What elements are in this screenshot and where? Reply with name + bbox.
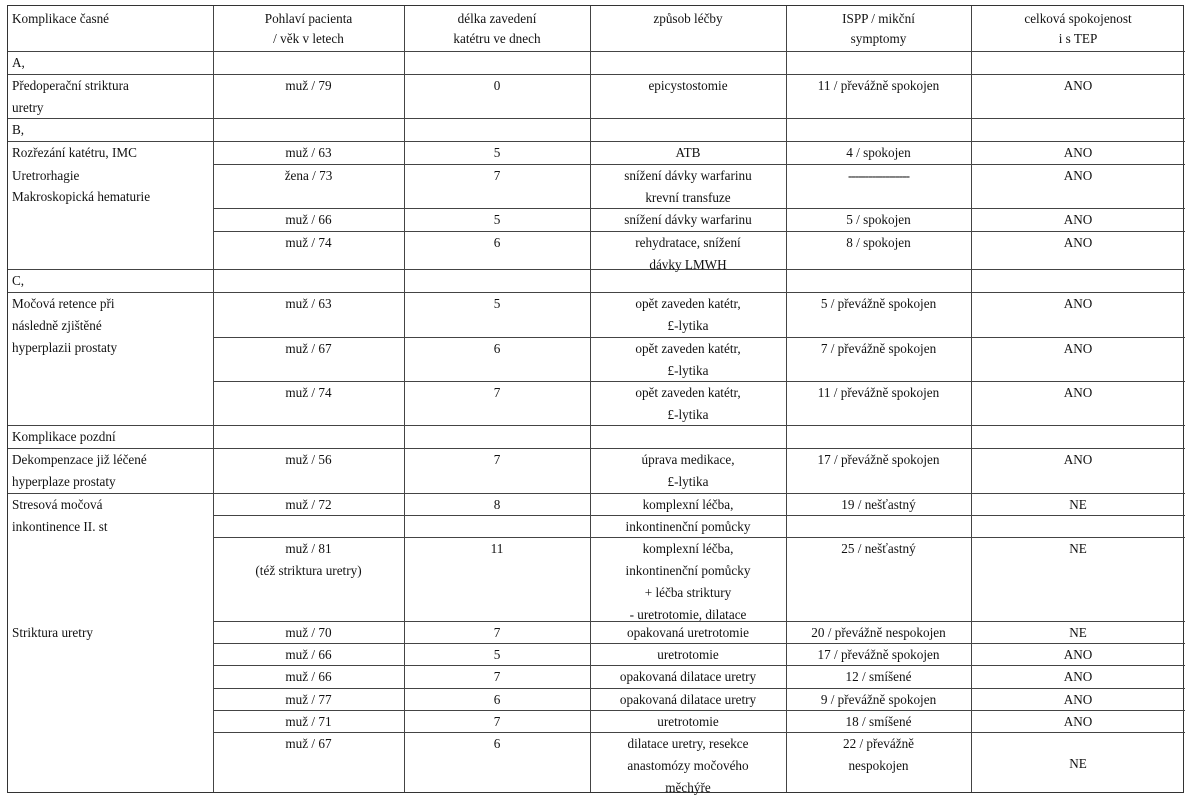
- cell-ispp: 7 / převážně spokojen: [820, 341, 937, 356]
- cell-sex-age: muž / 77: [285, 692, 332, 707]
- complication-label: B,: [12, 122, 25, 137]
- cell-sex-age: muž / 71: [285, 714, 332, 729]
- cell-ispp: 25 / nešťastný: [841, 541, 916, 556]
- header-sex-age: Pohlaví pacienta: [264, 11, 353, 26]
- cell-sex-age: muž / 70: [285, 625, 332, 640]
- cell-treatment: snížení dávky warfarinu: [624, 168, 752, 183]
- cell-treatment: opakovaná dilatace uretry: [619, 669, 757, 684]
- complication-label: hyperplazii prostaty: [12, 340, 118, 355]
- cell-treatment: opět zaveden katétr,: [635, 385, 741, 400]
- cell-satisfaction: NE: [1069, 756, 1087, 771]
- cell-sex-age: muž / 66: [285, 647, 332, 662]
- cell-sex-age: žena / 73: [284, 168, 333, 183]
- cell-satisfaction: ANO: [1063, 168, 1093, 183]
- cell-treatment: + léčba striktury: [644, 585, 732, 600]
- cell-catheter-days: 8: [493, 497, 501, 512]
- cell-sex-age: muž / 79: [285, 78, 332, 93]
- cell-treatment: opět zaveden katétr,: [635, 296, 741, 311]
- cell-satisfaction: ANO: [1063, 341, 1093, 356]
- complication-label: Striktura uretry: [12, 625, 93, 640]
- cell-ispp: 11 / převážně spokojen: [817, 78, 940, 93]
- cell-treatment: anastomózy močového: [627, 758, 749, 773]
- cell-treatment: dilatace uretry, resekce: [627, 736, 749, 751]
- cell-treatment: epicystostomie: [648, 78, 728, 93]
- cell-ispp: 18 / smíšené: [845, 714, 912, 729]
- cell-treatment: £-lytika: [667, 318, 709, 333]
- cell-treatment: uretrotomie: [657, 647, 719, 662]
- cell-catheter-days: 11: [490, 541, 504, 556]
- cell-ispp: 17 / převážně spokojen: [817, 647, 940, 662]
- cell-treatment: £-lytika: [667, 407, 709, 422]
- complication-label: Uretrorhagie: [12, 168, 80, 183]
- cell-treatment: opakovaná dilatace uretry: [619, 692, 757, 707]
- cell-treatment: dávky LMWH: [649, 257, 727, 272]
- complication-label: Komplikace pozdní: [12, 429, 116, 444]
- cell-catheter-days: 7: [493, 452, 501, 467]
- cell-sex-age: (též striktura uretry): [255, 563, 362, 578]
- cell-catheter-days: 5: [493, 212, 501, 227]
- complication-label: Předoperační striktura: [12, 78, 129, 93]
- cell-sex-age: muž / 63: [285, 145, 332, 160]
- header-ispp: symptomy: [850, 31, 907, 46]
- header-ispp: ISPP / mikční: [842, 11, 915, 26]
- cell-treatment: komplexní léčba,: [642, 497, 734, 512]
- cell-sex-age: muž / 81: [285, 541, 332, 556]
- complication-label: Makroskopická hematurie: [12, 189, 151, 204]
- cell-ispp: 12 / smíšené: [845, 669, 912, 684]
- complication-label: A,: [12, 55, 25, 70]
- cell-ispp: 22 / převážně: [842, 736, 915, 751]
- cell-sex-age: muž / 63: [285, 296, 332, 311]
- header-satisfaction: celková spokojenost: [1024, 11, 1132, 26]
- cell-treatment: měchýře: [665, 780, 711, 795]
- cell-satisfaction: ANO: [1063, 212, 1093, 227]
- complication-label: hyperplaze prostaty: [12, 474, 116, 489]
- cell-ispp: 17 / převážně spokojen: [817, 452, 940, 467]
- cell-sex-age: muž / 56: [285, 452, 332, 467]
- cell-catheter-days: 0: [493, 78, 501, 93]
- cell-satisfaction: ANO: [1063, 692, 1093, 707]
- cell-catheter-days: 7: [493, 625, 501, 640]
- cell-treatment: opakovaná uretrotomie: [627, 625, 749, 640]
- cell-treatment: £-lytika: [667, 363, 709, 378]
- header-catheter-days: délka zavedení: [457, 11, 537, 26]
- cell-treatment: rehydratace, snížení: [635, 235, 741, 250]
- cell-treatment: krevní transfuze: [645, 190, 731, 205]
- cell-treatment: úprava medikace,: [641, 452, 735, 467]
- cell-catheter-days: 5: [493, 647, 501, 662]
- cell-catheter-days: 6: [493, 736, 501, 751]
- cell-ispp: 5 / převážně spokojen: [820, 296, 937, 311]
- cell-ispp: 9 / převážně spokojen: [820, 692, 937, 707]
- complications-table: [7, 5, 1184, 793]
- cell-sex-age: muž / 72: [285, 497, 332, 512]
- cell-catheter-days: 5: [493, 145, 501, 160]
- cell-treatment: komplexní léčba,: [642, 541, 734, 556]
- cell-treatment: inkontinenční pomůcky: [625, 563, 751, 578]
- cell-ispp: 5 / spokojen: [846, 212, 911, 227]
- cell-sex-age: muž / 66: [285, 212, 332, 227]
- cell-catheter-days: 7: [493, 669, 501, 684]
- cell-treatment: £-lytika: [667, 474, 709, 489]
- cell-satisfaction: ANO: [1063, 145, 1093, 160]
- cell-catheter-days: 6: [493, 341, 501, 356]
- cell-ispp: nespokojen: [848, 758, 909, 773]
- cell-satisfaction: ANO: [1063, 669, 1093, 684]
- cell-treatment: snížení dávky warfarinu: [624, 212, 752, 227]
- cell-satisfaction: ANO: [1063, 452, 1093, 467]
- cell-satisfaction: NE: [1069, 625, 1087, 640]
- header-treatment: způsob léčby: [653, 11, 723, 26]
- cell-ispp: ------------------: [847, 168, 910, 183]
- cell-treatment: ATB: [675, 145, 701, 160]
- cell-catheter-days: 6: [493, 235, 501, 250]
- header-catheter-days: katétru ve dnech: [453, 31, 541, 46]
- complication-label: Stresová močová: [12, 497, 103, 512]
- complication-label: inkontinence II. st: [12, 519, 108, 534]
- cell-sex-age: muž / 67: [285, 341, 332, 356]
- header-satisfaction: i s TEP: [1058, 31, 1098, 46]
- cell-ispp: 4 / spokojen: [846, 145, 911, 160]
- complication-label: uretry: [12, 100, 44, 115]
- table-grid: [8, 6, 1183, 795]
- complication-label: Močová retence při: [12, 296, 115, 311]
- cell-sex-age: muž / 67: [285, 736, 332, 751]
- cell-ispp: 20 / převážně nespokojen: [811, 625, 946, 640]
- cell-satisfaction: NE: [1069, 541, 1087, 556]
- cell-catheter-days: 7: [493, 714, 501, 729]
- cell-satisfaction: ANO: [1063, 235, 1093, 250]
- cell-satisfaction: ANO: [1063, 714, 1093, 729]
- cell-treatment: inkontinenční pomůcky: [625, 519, 751, 534]
- complication-label: Rozřezání katétru, IMC: [12, 145, 137, 160]
- cell-satisfaction: NE: [1069, 497, 1087, 512]
- complication-label: C,: [12, 273, 25, 288]
- cell-sex-age: muž / 66: [285, 669, 332, 684]
- cell-catheter-days: 6: [493, 692, 501, 707]
- complication-label: Dekompenzace již léčené: [12, 452, 147, 467]
- cell-ispp: 8 / spokojen: [846, 235, 911, 250]
- cell-catheter-days: 7: [493, 168, 501, 183]
- cell-sex-age: muž / 74: [285, 235, 332, 250]
- header-complication: Komplikace časné: [12, 11, 110, 26]
- cell-satisfaction: ANO: [1063, 385, 1093, 400]
- cell-treatment: opět zaveden katétr,: [635, 341, 741, 356]
- cell-sex-age: muž / 74: [285, 385, 332, 400]
- cell-catheter-days: 5: [493, 296, 501, 311]
- header-sex-age: / věk v letech: [273, 31, 344, 46]
- cell-satisfaction: ANO: [1063, 647, 1093, 662]
- complication-label: následně zjištěné: [12, 318, 102, 333]
- cell-catheter-days: 7: [493, 385, 501, 400]
- cell-treatment: - uretrotomie, dilatace: [629, 607, 747, 622]
- cell-satisfaction: ANO: [1063, 78, 1093, 93]
- cell-ispp: 19 / nešťastný: [841, 497, 916, 512]
- cell-treatment: uretrotomie: [657, 714, 719, 729]
- cell-ispp: 11 / převážně spokojen: [817, 385, 940, 400]
- cell-satisfaction: ANO: [1063, 296, 1093, 311]
